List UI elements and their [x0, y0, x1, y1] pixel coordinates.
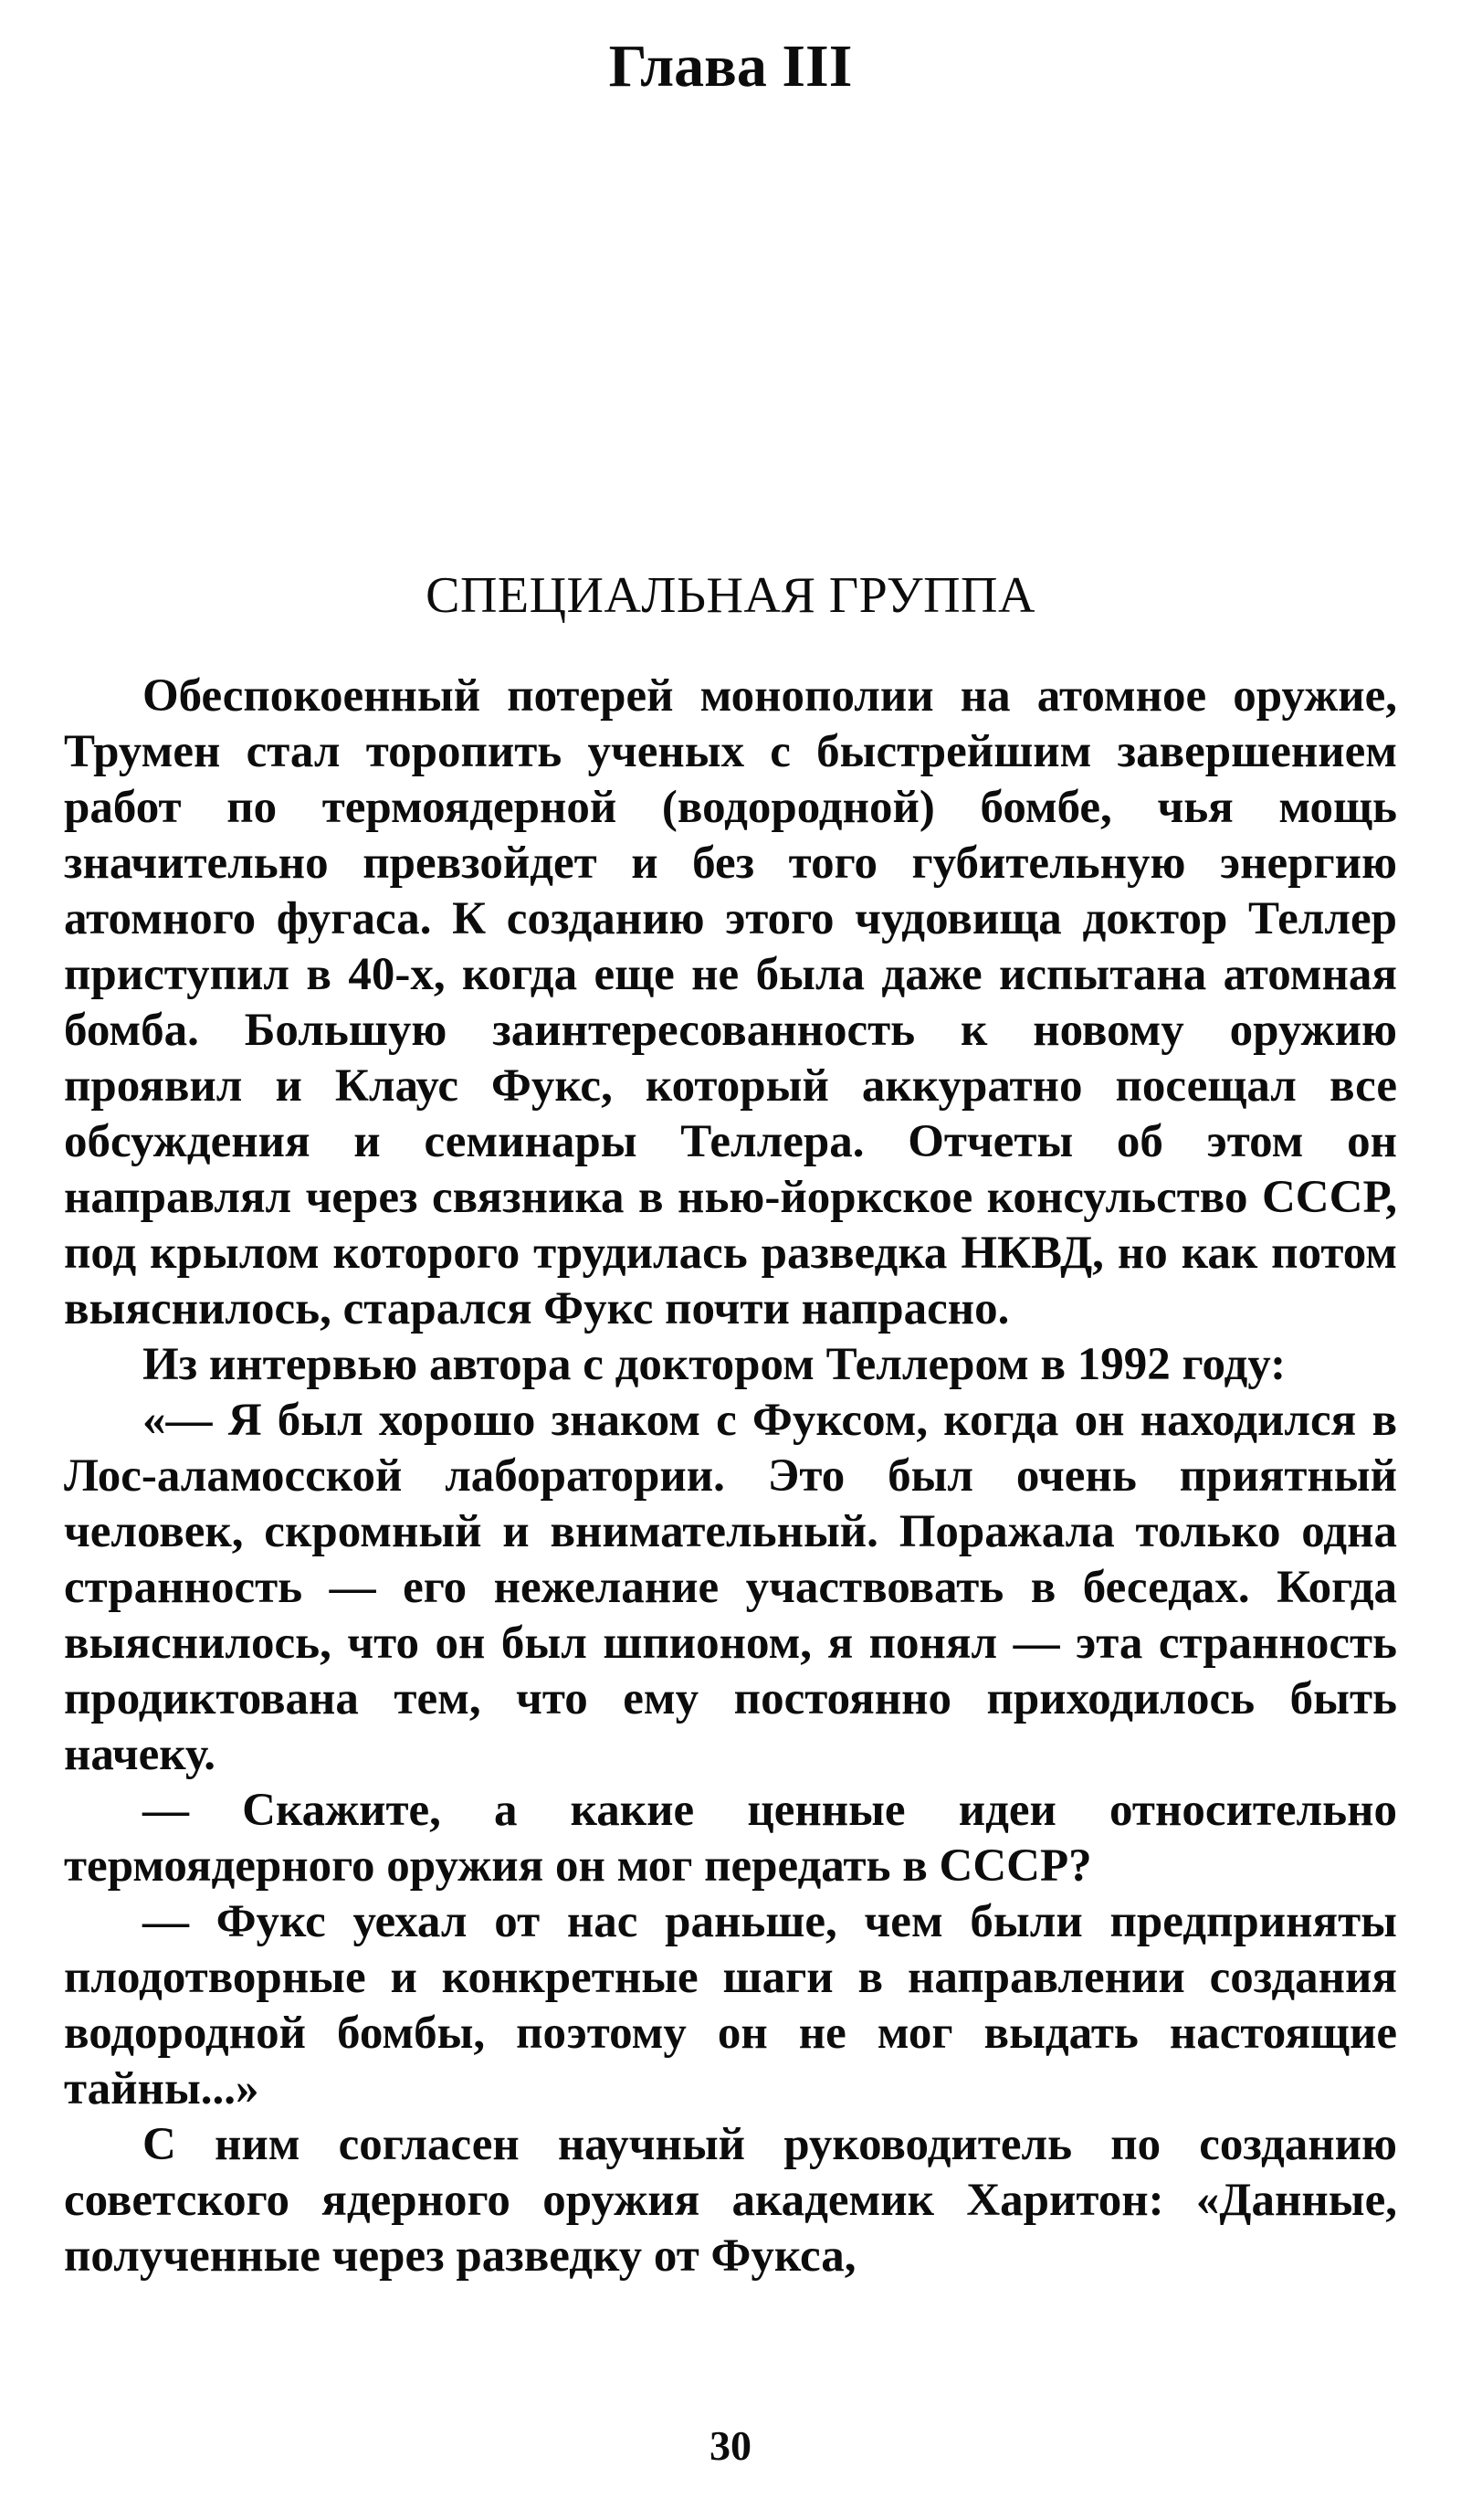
- paragraph: С ним согласен научный руководитель по созданию советского ядерного оружия академик Харитон: «Данные, полученные через разведку от Фукса,: [64, 2119, 1397, 2282]
- paragraph: Обеспокоенный потерей монополии на атомное оружие, Трумен стал торопить ученых с быстрейшим завершением работ по термоядерной (водородной) бомбе, чья мощь значительно превзойдет и без того губительную энергию атомного фугаса. К созданию этого чудовища доктор Теллер приступил в 40-х, когда еще не была даже испытана атомная бомба. Большую заинтересованность к новому оружию проявил и Клаус Фукс, который аккуратно посещал все обсуждения и семинары Теллера. Отчеты об этом он направлял через связника в нью-йоркское консульство СССР, под крылом которого трудилась разведка НКВД, но как потом выяснилось, старался Фукс почти напрасно.: [64, 670, 1397, 1334]
- section-title: СПЕЦИАЛЬНАЯ ГРУППА: [426, 567, 1035, 624]
- body-text: [64, 669, 1397, 2284]
- paragraph: Из интервью автора с доктором Теллером в 1992 году:: [142, 1339, 1287, 1390]
- paragraph: «— Я был хорошо знаком с Фуксом, когда он находился в Лос-аламосской лаборатории. Это был очень приятный человек, скромный и внимательный. Поражала только одна странность — его нежелание участвовать в беседах. Когда выяснилось, что он был шпионом, я понял — эта странность продиктована тем, что ему постоянно приходилось быть начеку.: [64, 1395, 1397, 1780]
- paragraph: — Фукс уехал от нас раньше, чем были предприняты плодотворные и конкретные шаги в направлении создания водородной бомбы, поэтому он не мог выдать настоящие тайны...»: [64, 1896, 1397, 2114]
- paragraph: — Скажите, а какие ценные идеи относительно термоядерного оружия он мог передать в СССР?: [64, 1785, 1397, 1892]
- chapter-title: Глава III: [608, 33, 853, 100]
- page-number: 30: [709, 2422, 752, 2469]
